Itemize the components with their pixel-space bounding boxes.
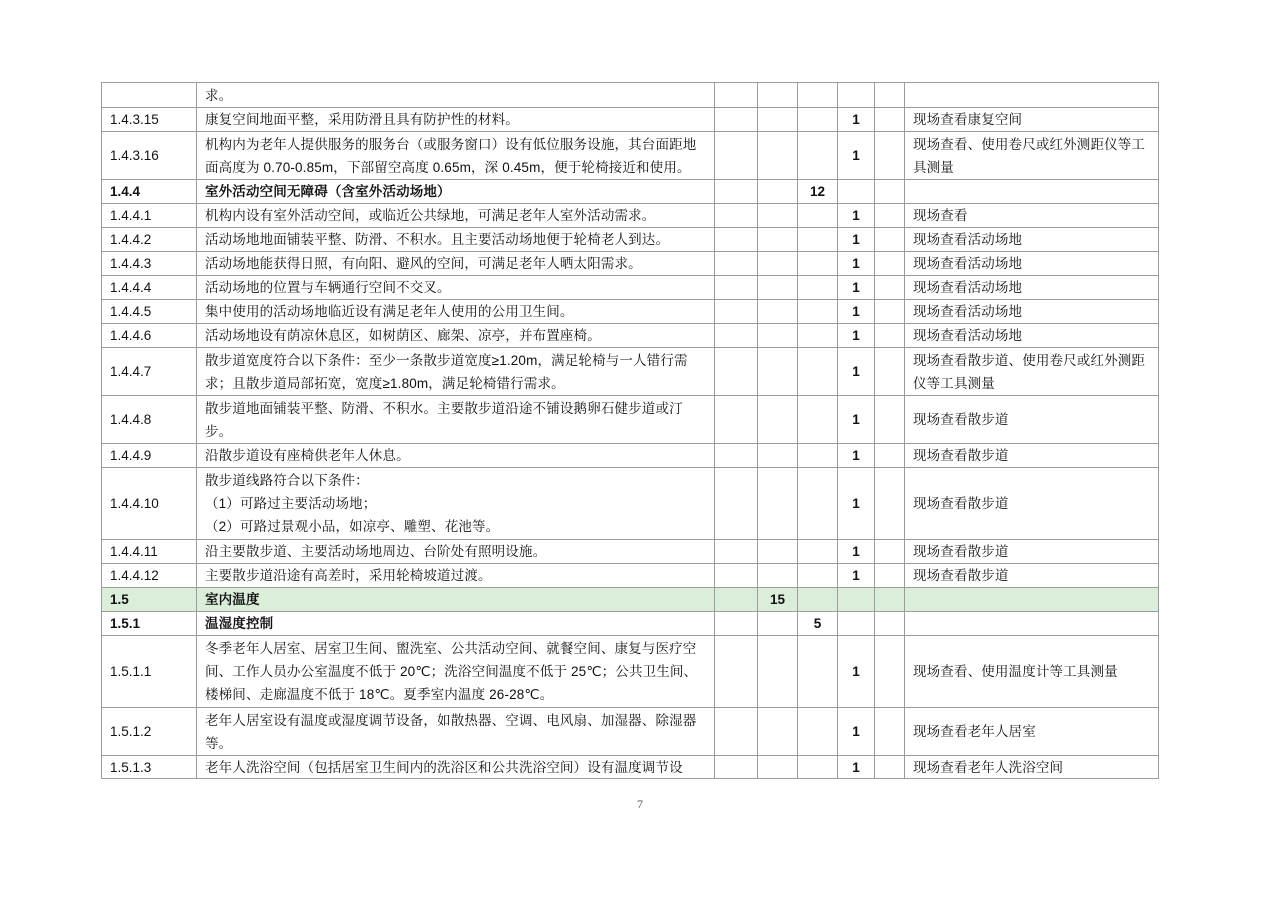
empty-cell <box>715 228 758 251</box>
item-requirement <box>197 108 715 131</box>
item-requirement <box>197 276 715 299</box>
item-code: 1.4.4.6 <box>102 324 197 347</box>
item-code: 1.4.4.1 <box>102 204 197 227</box>
item-code: 1.4.4.7 <box>102 348 197 395</box>
assessment-method <box>905 468 1159 539</box>
table-row <box>102 108 1159 132</box>
item-code: 1.4.4.11 <box>102 540 197 563</box>
assessment-method <box>905 228 1159 251</box>
empty-cell <box>715 396 758 443</box>
item-score: 1 <box>838 324 875 347</box>
method-line: 现场查看散步道 <box>913 544 1009 559</box>
item-score: 1 <box>838 204 875 227</box>
method-line: 现场查看、使用卷尺或红外测距仪等工 <box>913 136 1146 152</box>
page-number: 7 <box>637 797 643 811</box>
method-line: 现场查看散步道 <box>913 448 1009 463</box>
empty-cell <box>758 564 798 587</box>
empty-cell <box>715 300 758 323</box>
item-code: 1.5.1.2 <box>102 708 197 755</box>
empty-cell <box>758 108 798 131</box>
empty-cell <box>798 444 838 467</box>
empty-cell <box>715 108 758 131</box>
section-score: 15 <box>758 588 798 611</box>
item-requirement <box>197 204 715 227</box>
table-row <box>102 83 1159 108</box>
requirement-line: 面高度为 0.70-0.85m，下部留空高度 0.65m，深 0.45m，便于轮椅接近和使用。 <box>205 159 691 175</box>
empty-cell <box>798 132 838 179</box>
empty-cell <box>758 83 798 107</box>
item-requirement <box>197 444 715 467</box>
empty-cell <box>758 228 798 251</box>
assessment-method <box>905 204 1159 227</box>
item-requirement <box>197 83 715 107</box>
method-line: 现场查看 <box>913 208 968 223</box>
empty-cell <box>715 708 758 755</box>
assessment-method <box>905 756 1159 778</box>
item-score: 1 <box>838 252 875 275</box>
table-row <box>102 396 1159 444</box>
item-requirement <box>197 348 715 395</box>
table-row <box>102 348 1159 396</box>
item-code: 1.4.4.4 <box>102 276 197 299</box>
empty-cell <box>715 468 758 539</box>
subsection-score: 5 <box>798 612 838 635</box>
requirement-line: 老年人居室设有温度或湿度调节设备，如散热器、空调、电风扇、加湿器、除湿器 <box>205 712 697 728</box>
section-row <box>102 588 1159 612</box>
table-row <box>102 564 1159 588</box>
empty-cell <box>905 588 1159 611</box>
requirement-line: 康复空间地面平整，采用防滑且具有防护性的材料。 <box>205 112 519 127</box>
empty-cell <box>905 83 1159 107</box>
item-code: 1.4.4.8 <box>102 396 197 443</box>
item-requirement <box>197 228 715 251</box>
empty-cell <box>875 180 905 203</box>
item-score: 1 <box>838 348 875 395</box>
item-score: 1 <box>838 756 875 778</box>
empty-cell <box>758 540 798 563</box>
method-line: 仪等工具测量 <box>913 375 995 391</box>
item-requirement <box>197 180 715 203</box>
empty-cell <box>875 252 905 275</box>
empty-cell <box>715 540 758 563</box>
item-requirement <box>197 612 715 635</box>
requirement-line: 主要散步道沿途有高差时，采用轮椅坡道过渡。 <box>205 568 492 583</box>
requirement-line: 楼梯间、走廊温度不低于 18℃。夏季室内温度 26-28℃。 <box>205 687 554 702</box>
item-code: 1.4.3.15 <box>102 108 197 131</box>
requirement-line: 老年人洗浴空间（包括居室卫生间内的洗浴区和公共洗浴空间）设有温度调节设 <box>205 759 683 775</box>
requirement-line: 散步道线路符合以下条件： <box>205 473 369 488</box>
item-requirement <box>197 324 715 347</box>
item-code: 1.5.1.1 <box>102 636 197 707</box>
item-requirement <box>197 468 715 539</box>
empty-cell <box>875 564 905 587</box>
requirement-line: 活动场地设有荫凉休息区，如树荫区、廊架、凉亭，并布置座椅。 <box>205 328 601 343</box>
empty-cell <box>758 636 798 707</box>
empty-cell <box>875 348 905 395</box>
empty-cell <box>875 708 905 755</box>
empty-cell <box>875 468 905 539</box>
empty-cell <box>875 132 905 179</box>
requirement-line: 室外活动空间无障碍（含室外活动场地） <box>205 184 451 199</box>
item-requirement <box>197 564 715 587</box>
empty-cell <box>758 252 798 275</box>
empty-cell <box>758 204 798 227</box>
empty-cell <box>715 180 758 203</box>
empty-cell <box>758 468 798 539</box>
empty-cell <box>798 276 838 299</box>
item-code: 1.4.3.16 <box>102 132 197 179</box>
empty-cell <box>758 756 798 778</box>
item-requirement <box>197 396 715 443</box>
empty-cell <box>875 540 905 563</box>
method-line: 现场查看活动场地 <box>913 232 1023 247</box>
empty-cell <box>798 300 838 323</box>
table-row <box>102 252 1159 276</box>
item-score: 1 <box>838 468 875 539</box>
empty-cell <box>905 180 1159 203</box>
table-row <box>102 204 1159 228</box>
empty-cell <box>798 324 838 347</box>
empty-cell <box>758 276 798 299</box>
empty-cell <box>798 636 838 707</box>
item-requirement <box>197 588 715 611</box>
empty-cell <box>875 276 905 299</box>
empty-cell <box>798 756 838 778</box>
item-code: 1.5 <box>102 588 197 611</box>
empty-cell <box>798 588 838 611</box>
item-score: 1 <box>838 276 875 299</box>
table-row <box>102 276 1159 300</box>
requirement-line: （1）可路过主要活动场地； <box>205 496 377 511</box>
item-code: 1.5.1.3 <box>102 756 197 778</box>
method-line: 现场查看、使用温度计等工具测量 <box>913 664 1118 679</box>
empty-cell <box>715 276 758 299</box>
empty-cell <box>758 180 798 203</box>
item-code: 1.4.4.3 <box>102 252 197 275</box>
empty-cell <box>875 204 905 227</box>
requirement-line: 间、工作人员办公室温度不低于 20℃；洗浴空间温度不低于 25℃；公共卫生间、 <box>205 664 698 679</box>
empty-cell <box>798 252 838 275</box>
assessment-method <box>905 540 1159 563</box>
empty-cell <box>798 204 838 227</box>
empty-cell <box>875 228 905 251</box>
empty-cell <box>798 540 838 563</box>
assessment-method <box>905 132 1159 179</box>
requirement-line: 活动场地的位置与车辆通行空间不交叉。 <box>205 280 451 295</box>
item-requirement <box>197 756 715 778</box>
requirement-line: 散步道地面铺装平整、防滑、不积水。主要散步道沿途不铺设鹅卵石健步道或汀 <box>205 400 683 416</box>
empty-cell <box>715 204 758 227</box>
method-line: 现场查看活动场地 <box>913 256 1023 271</box>
empty-cell <box>715 324 758 347</box>
empty-cell <box>758 132 798 179</box>
item-requirement <box>197 252 715 275</box>
assessment-method <box>905 444 1159 467</box>
table-row <box>102 636 1159 708</box>
table-row <box>102 708 1159 756</box>
item-code: 1.4.4.9 <box>102 444 197 467</box>
requirement-line: 集中使用的活动场地临近设有满足老年人使用的公用卫生间。 <box>205 304 574 319</box>
empty-cell <box>875 636 905 707</box>
table-row <box>102 132 1159 180</box>
item-code: 1.4.4.12 <box>102 564 197 587</box>
empty-cell <box>798 228 838 251</box>
assessment-method <box>905 396 1159 443</box>
empty-cell <box>715 444 758 467</box>
empty-cell <box>838 588 875 611</box>
method-line: 现场查看活动场地 <box>913 328 1023 343</box>
item-score: 1 <box>838 444 875 467</box>
requirement-line: （2）可路过景观小品，如凉亭、雕塑、花池等。 <box>205 519 500 534</box>
item-score: 1 <box>838 108 875 131</box>
empty-cell <box>875 756 905 778</box>
empty-cell <box>875 612 905 635</box>
method-line: 现场查看老年人洗浴空间 <box>913 759 1064 775</box>
empty-cell <box>758 708 798 755</box>
assessment-method <box>905 348 1159 395</box>
empty-cell <box>715 132 758 179</box>
method-line: 现场查看散步道 <box>913 568 1009 583</box>
item-requirement <box>197 708 715 755</box>
empty-cell <box>715 252 758 275</box>
requirement-line: 活动场地能获得日照，有向阳、避风的空间，可满足老年人晒太阳需求。 <box>205 256 642 271</box>
table-row <box>102 324 1159 348</box>
empty-cell <box>798 564 838 587</box>
empty-cell <box>715 348 758 395</box>
assessment-method <box>905 636 1159 707</box>
empty-cell <box>798 468 838 539</box>
method-line: 现场查看活动场地 <box>913 304 1023 319</box>
empty-cell <box>875 588 905 611</box>
method-line: 现场查看活动场地 <box>913 280 1023 295</box>
empty-cell <box>715 83 758 107</box>
method-line: 现场查看康复空间 <box>913 112 1023 127</box>
empty-cell <box>715 756 758 778</box>
requirement-line: 活动场地地面铺装平整、防滑、不积水。且主要活动场地便于轮椅老人到达。 <box>205 232 670 247</box>
requirement-line: 机构内设有室外活动空间，或临近公共绿地，可满足老年人室外活动需求。 <box>205 208 656 223</box>
empty-cell <box>798 108 838 131</box>
empty-cell <box>875 300 905 323</box>
empty-cell <box>875 83 905 107</box>
assessment-method <box>905 252 1159 275</box>
empty-cell <box>905 612 1159 635</box>
table-row <box>102 468 1159 540</box>
item-code: 1.4.4 <box>102 180 197 203</box>
empty-cell <box>838 83 875 107</box>
empty-cell <box>798 396 838 443</box>
empty-cell <box>715 588 758 611</box>
subsection-score: 12 <box>798 180 838 203</box>
item-score: 1 <box>838 564 875 587</box>
requirement-line: 机构内为老年人提供服务的服务台（或服务窗口）设有低位服务设施，其台面距地 <box>205 136 697 152</box>
empty-cell <box>758 444 798 467</box>
table-row <box>102 228 1159 252</box>
empty-cell <box>758 396 798 443</box>
empty-cell <box>875 396 905 443</box>
item-requirement <box>197 540 715 563</box>
empty-cell <box>875 444 905 467</box>
requirement-line: 温湿度控制 <box>205 616 274 631</box>
item-score: 1 <box>838 132 875 179</box>
assessment-table <box>101 82 1159 779</box>
requirement-line: 求。 <box>205 87 233 103</box>
empty-cell <box>758 348 798 395</box>
requirement-line: 沿主要散步道、主要活动场地周边、台阶处有照明设施。 <box>205 544 547 559</box>
item-score: 1 <box>838 300 875 323</box>
empty-cell <box>102 83 197 107</box>
requirement-line: 散步道宽度符合以下条件：至少一条散步道宽度≥1.20m，满足轮椅与一人错行需 <box>205 352 688 368</box>
empty-cell <box>715 612 758 635</box>
empty-cell <box>758 324 798 347</box>
empty-cell <box>715 564 758 587</box>
requirement-line: 求；且散步道局部拓宽，宽度≥1.80m，满足轮椅错行需求。 <box>205 375 565 391</box>
item-requirement <box>197 300 715 323</box>
item-requirement <box>197 636 715 707</box>
empty-cell <box>875 108 905 131</box>
item-score: 1 <box>838 540 875 563</box>
item-score: 1 <box>838 396 875 443</box>
table-row <box>102 540 1159 564</box>
requirement-line: 沿散步道设有座椅供老年人休息。 <box>205 448 410 463</box>
empty-cell <box>798 83 838 107</box>
empty-cell <box>758 612 798 635</box>
requirement-line: 冬季老年人居室、居室卫生间、盥洗室、公共活动空间、就餐空间、康复与医疗空 <box>205 641 697 656</box>
method-line: 现场查看散步道 <box>913 496 1009 511</box>
empty-cell <box>838 612 875 635</box>
table-row <box>102 180 1159 204</box>
assessment-method <box>905 276 1159 299</box>
item-code: 1.4.4.10 <box>102 468 197 539</box>
item-requirement <box>197 132 715 179</box>
empty-cell <box>798 708 838 755</box>
item-code: 1.4.4.5 <box>102 300 197 323</box>
empty-cell <box>758 300 798 323</box>
requirement-line: 等。 <box>205 735 233 751</box>
table-row <box>102 612 1159 636</box>
item-score: 1 <box>838 228 875 251</box>
assessment-method <box>905 564 1159 587</box>
empty-cell <box>715 636 758 707</box>
assessment-method <box>905 300 1159 323</box>
table-row <box>102 444 1159 468</box>
method-line: 现场查看老年人居室 <box>913 724 1036 739</box>
method-line: 现场查看散步道、使用卷尺或红外测距 <box>913 352 1146 368</box>
item-score: 1 <box>838 636 875 707</box>
method-line: 现场查看散步道 <box>913 412 1009 427</box>
empty-cell <box>798 348 838 395</box>
item-score: 1 <box>838 708 875 755</box>
item-code: 1.5.1 <box>102 612 197 635</box>
requirement-line: 步。 <box>205 423 233 439</box>
item-code: 1.4.4.2 <box>102 228 197 251</box>
table-row <box>102 756 1159 779</box>
method-line: 具测量 <box>913 159 954 175</box>
requirement-line: 室内温度 <box>205 592 260 607</box>
empty-cell <box>838 180 875 203</box>
assessment-method <box>905 708 1159 755</box>
table-row <box>102 300 1159 324</box>
empty-cell <box>875 324 905 347</box>
assessment-method <box>905 108 1159 131</box>
assessment-method <box>905 324 1159 347</box>
